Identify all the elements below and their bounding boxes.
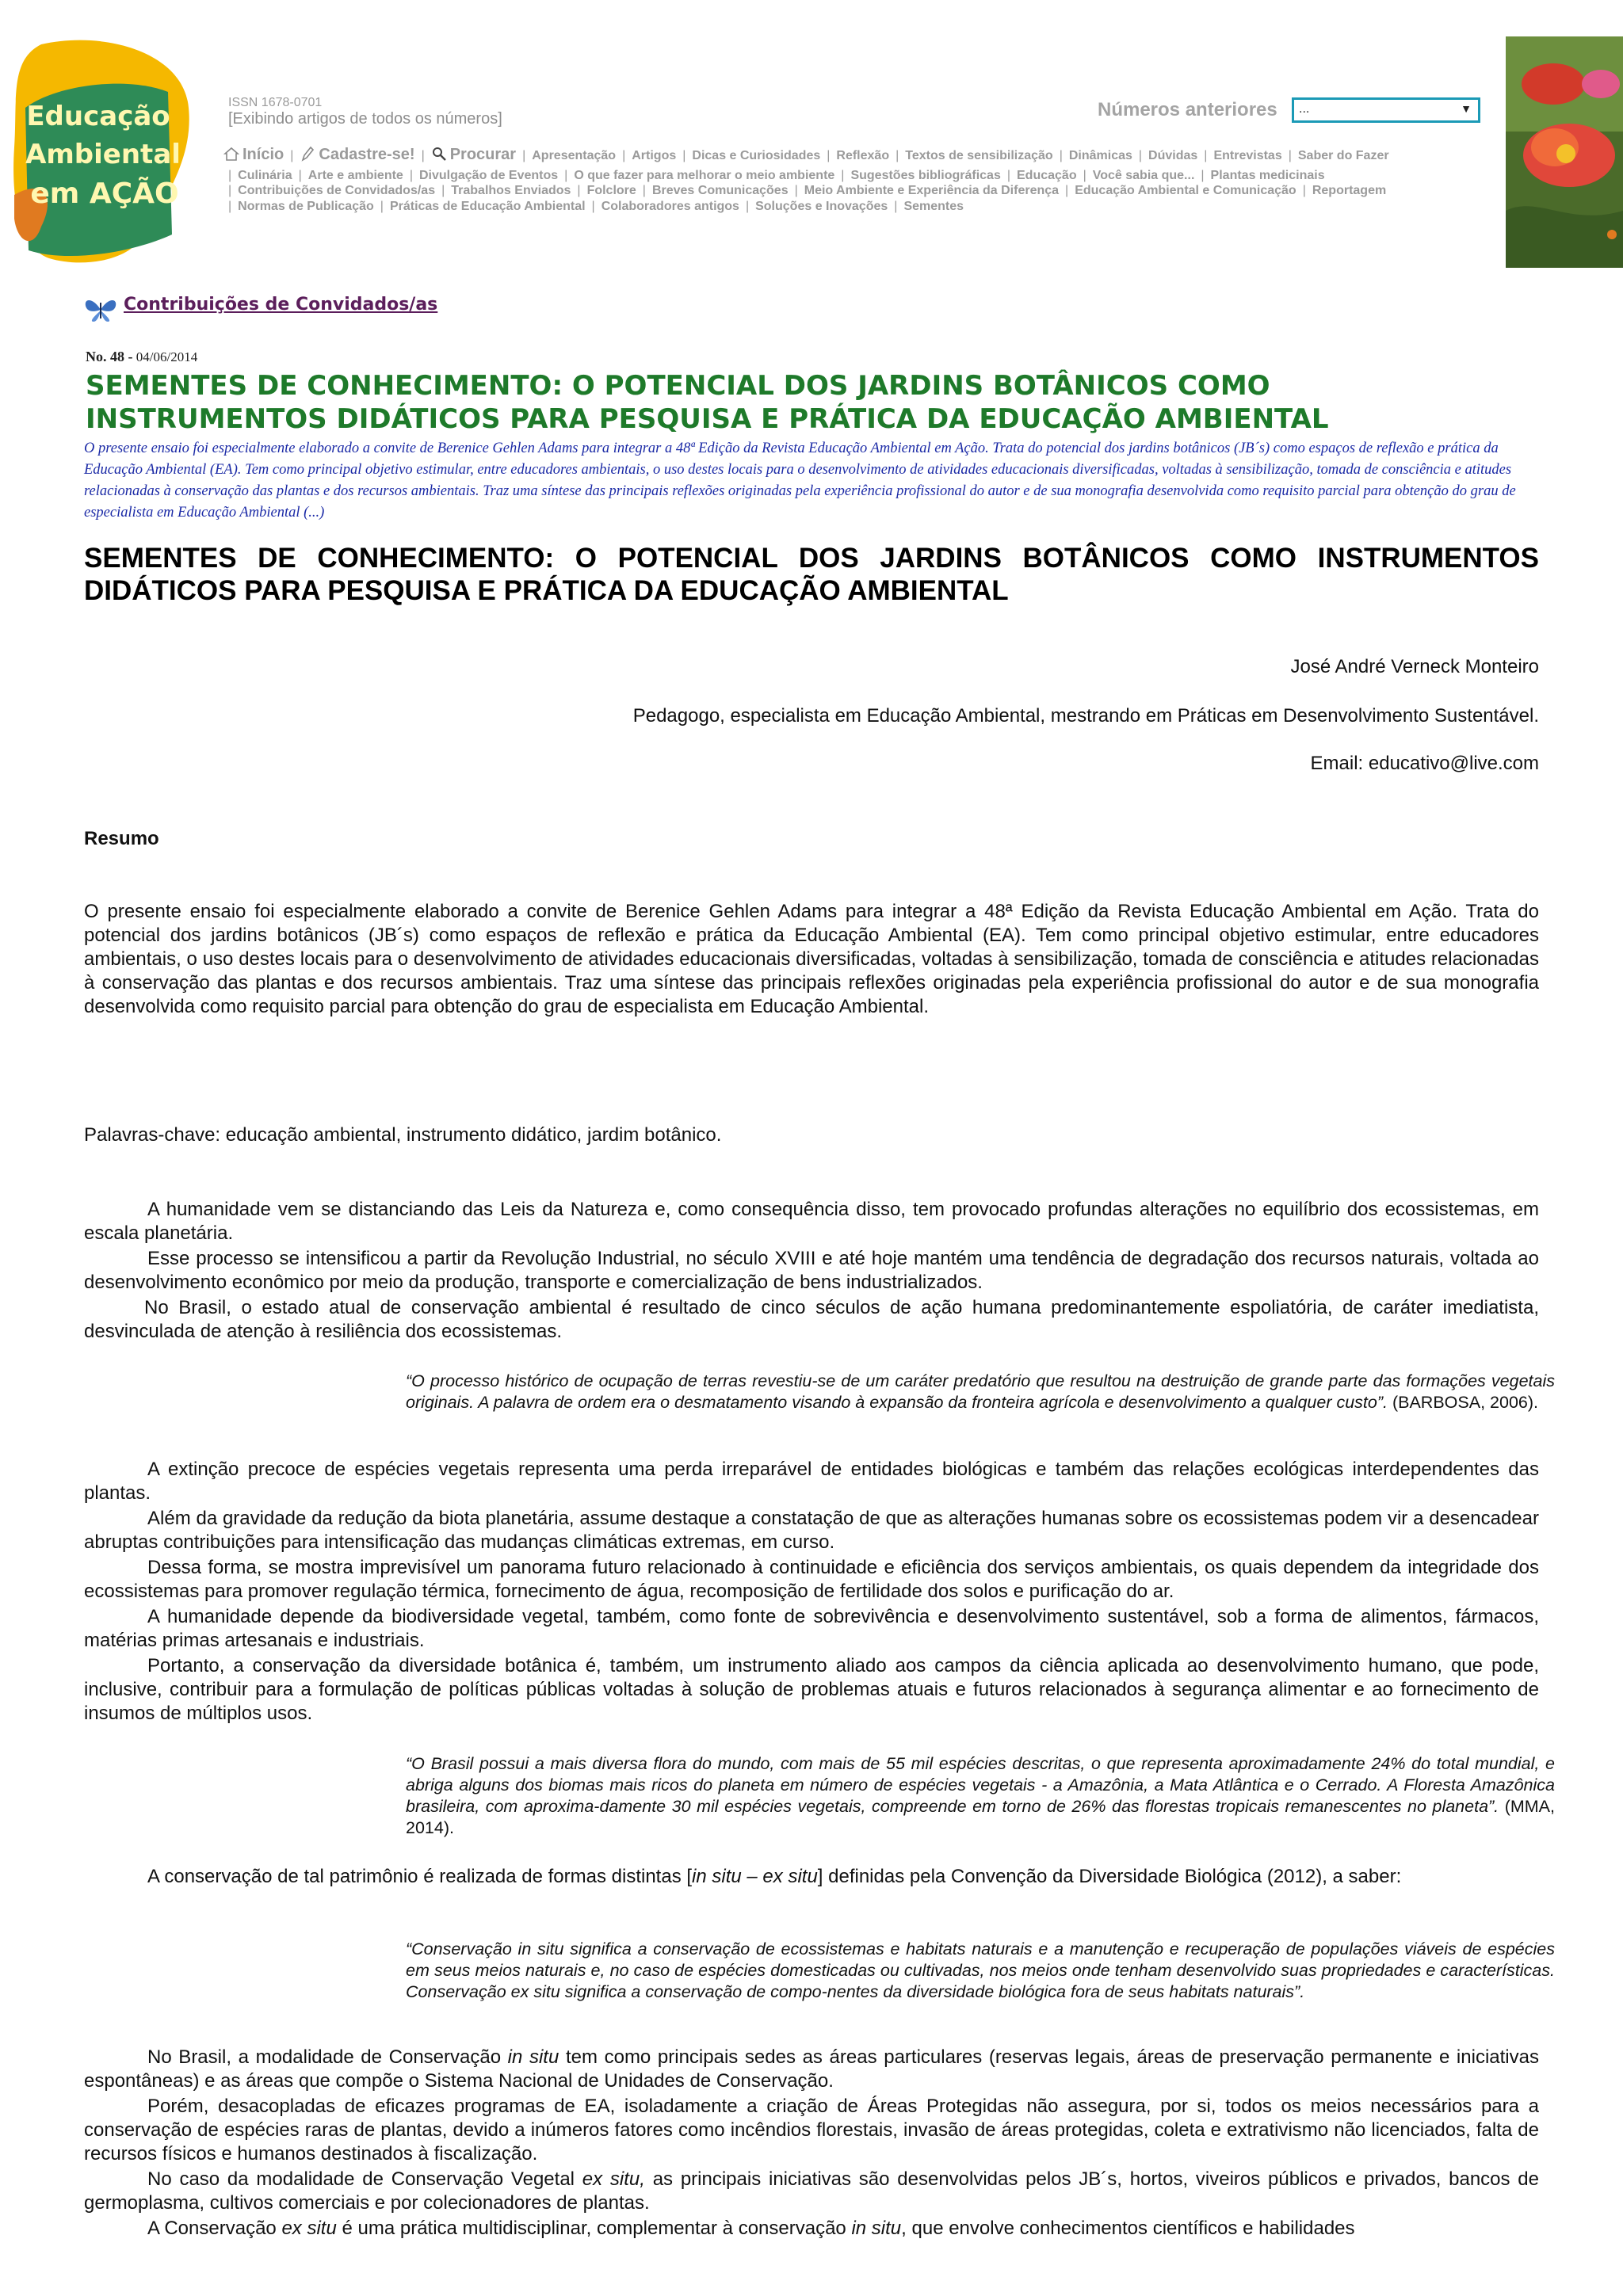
nav-link[interactable]: Práticas de Educação Ambiental [389,200,586,213]
nav-link[interactable]: Educação [1017,169,1077,182]
nav-link[interactable]: Saber do Fazer [1297,149,1389,162]
quote-2 [406,1753,1555,1839]
showing-all-issues: [Exibindo artigos de todos os números] [228,110,502,128]
nav-link[interactable]: Você sabia que... [1092,169,1195,182]
nav-link[interactable]: Normas de Publicação [238,200,374,213]
paragraph-9: A conservação de tal patrimônio é realizada de formas distintas [in situ – ex situ] definidas pela Convenção da Diversidade Biológica (2012), a saber: [147,1866,1402,1887]
paragraph-11: Porém, desacopladas de eficazes programas de EA, isoladamente a criação de Áreas Protegidas não assegura, por si, todos os meios necessários para a conservação de espécies raras de plantas, devido a inúmeros fatores como incêndios florestais, invasão de áreas protegidas, coleta e extrativismo não licenciados, falta de recursos físicos e humanos destinados à fiscalização. [84,2096,1539,2164]
issue-number: No. 48 - [86,349,133,364]
paragraph-2: Esse processo se intensificou a partir da Revolução Industrial, no século XVIII e até hoje mantém uma tendência de degradação dos recursos naturais, voltada ao desenvolvimento econômico por meio da produção, transporte e comercialização de bens industrializados. [84,1248,1539,1293]
nav-row-3: | Contribuições de Convidados/as | Trabalhos Enviados | Folclore | Breves Comunicações | Meio Ambiente e Experiência da Diferença | Educação Ambiental e Comunicação | Reportagem [228,184,1387,197]
nav-link[interactable]: Culinária [238,169,292,182]
site-logo[interactable] [10,36,193,268]
keywords: Palavras-chave: educação ambiental, instrumento didático, jardim botânico. [84,1124,722,1146]
abstract-heading: Resumo [84,828,159,849]
author-name: José André Verneck Monteiro [1290,656,1539,677]
nav-link[interactable]: Dinâmicas [1068,149,1132,162]
header-abstract: O presente ensaio foi especialmente elaborado a convite de Berenice Gehlen Adams para integrar a 48ª Edição da Revista Educação Ambiental em Ação. Trata do potencial dos jardins botânicos (JB´s) como espaços de reflexão e prática da Educação Ambiental (EA). Tem como principal objetivo estimular, entre educadores ambientais, o uso destes locais para o desenvolvimento de atividades educacionais diversificadas, voltadas à sensibilização, tomada de consciência e atitudes relacionadas à conservação das plantas e dos recursos ambientais. Traz uma síntese das principais reflexões originadas pela experiência profissional do autor e de sua monografia desenvolvida como requisito parcial para obtenção do grau de especialista em Educação Ambiental (...) [84,441,1516,521]
paragraph-3: No Brasil, o estado atual de conservação ambiental é resultado de cinco séculos de ação humana predominantemente espoliatória, de caráter imediatista, desvinculada de atenção à resiliência dos ecossistemas. [84,1297,1539,1342]
nav-link[interactable]: Reportagem [1312,184,1387,197]
nav-row-4: | Normas de Publicação | Práticas de Educação Ambiental | Colaboradores antigos | Soluções e Inovações | Sementes [228,200,964,213]
nav-row-2: | Culinária | Arte e ambiente | Divulgação de Eventos | O que fazer para melhorar o meio ambiente | Sugestões bibliográficas | Educação | Você sabia que... | Plantas medicinais [228,169,1325,182]
nav-link[interactable]: Plantas medicinais [1210,169,1325,182]
issn: ISSN 1678-0701 [228,96,323,109]
paragraph-5: Além da gravidade da redução da biota planetária, assume destaque a constatação de que as alterações humanas sobre os ecossistemas podem vir a desencadear abruptas contribuições para intensificação das mudanças climáticas extremas, em curso. [84,1508,1539,1553]
article-title-line-2: DIDÁTICOS PARA PESQUISA E PRÁTICA DA EDUCAÇÃO AMBIENTAL [84,575,1009,606]
nav-search[interactable]: Procurar [431,149,516,162]
nav-link[interactable]: Reflexão [836,149,890,162]
nav-link[interactable]: O que fazer para melhorar o meio ambiente [574,169,835,182]
nav-link[interactable]: Trabalhos Enviados [451,184,571,197]
paragraph-8: Portanto, a conservação da diversidade botânica é, também, um instrumento aliado aos campos da ciência aplicada ao desenvolvimento humano, que pode, inclusive, contribuir para a formulação de políticas públicas voltadas à solução de problemas atuais e futuros relacionados à segurança alimentar e ao fornecimento de insumos de múltiplos usos. [84,1655,1539,1724]
dropdown-arrow-icon: ▼ [1461,102,1472,115]
paragraph-13: A Conservação ex situ é uma prática multidisciplinar, complementar à conservação in situ, que envolve conhecimentos científicos e habilidades [147,2218,1355,2239]
nav-link[interactable]: Arte e ambiente [307,169,403,182]
previous-issues-label: Números anteriores [1098,99,1277,120]
nav-link[interactable]: Contribuições de Convidados/as [238,184,436,197]
issue-date: 04/06/2014 [136,349,198,364]
nav-link[interactable]: Soluções e Inovações [755,200,888,213]
logo-line-2: Ambiental [25,139,181,170]
nav-register[interactable]: Cadastre-se! [300,149,414,162]
quote-3: “Conservação in situ significa a conservação de ecossistemas e habitats naturais e a manutenção e recuperação de populações viáveis de espécies em seus meios naturais e, no caso de espécies domesticadas ou cultivadas, nos meios onde tenham desenvolvido suas propriedades e características. Conservação ex situ significa a conservação de compo-nentes da diversidade biológica fora de seus habitats naturais”. [406,1939,1555,2001]
paragraph-7: A humanidade depende da biodiversidade vegetal, também, como fonte de sobrevivência e desenvolvimento sustentável, sob a forma de alimentos, fármacos, matérias primas artesanais e industriais. [84,1606,1539,1651]
nav-link[interactable]: Sugestões bibliográficas [850,169,1001,182]
paragraph-1: A humanidade vem se distanciando das Leis da Natureza e, como consequência disso, tem provocado profundas alterações no equilíbrio dos ecossistemas, em escala planetária. [84,1199,1539,1244]
paragraph-4: A extinção precoce de espécies vegetais representa uma perda irreparável de entidades biológicas e também das relações ecológicas interdependentes das plantas. [84,1459,1539,1504]
nav-link[interactable]: Dúvidas [1148,149,1198,162]
flower-photo [1506,36,1623,268]
nav-link[interactable]: Entrevistas [1213,149,1282,162]
article-title-line-1: SEMENTES DE CONHECIMENTO: O POTENCIAL DOS JARDINS BOTÂNICOS COMO INSTRUMENTOS [84,543,1539,574]
previous-issues-value: ... [1299,102,1310,116]
pencil-icon [300,146,315,162]
quote-1-text: “O processo histórico de ocupação de terras revestiu-se de um caráter predatório que resultou na destruição de grande parte das formações vegetais originais. A palavra de ordem era o desmatamento visando à expansão da fronteira agrícola e desenvolvimento a qualquer custo”. [406,1371,1555,1412]
nav-link[interactable]: Colaboradores antigos [601,200,739,213]
nav-link[interactable]: Breves Comunicações [651,184,789,197]
nav-row-1: Início | Cadastre-se! | Procurar | Apresentação | Artigos | Dicas e Curiosidades | Reflexão | Textos de sensibilização | Dinâmicas | Dúvidas | Entrevistas | Saber do Fazer [223,146,1389,164]
logo-line-1: Educação [26,101,170,132]
previous-issues-select[interactable] [1292,97,1480,123]
quote-1 [406,1371,1555,1413]
nav-link[interactable]: Folclore [586,184,636,197]
abstract-text: O presente ensaio foi especialmente elaborado a convite de Berenice Gehlen Adams para integrar a 48ª Edição da Revista Educação Ambiental em Ação. Trata do potencial dos jardins botânicos (JB´s) como espaços de reflexão e prática da Educação Ambiental (EA). Tem como principal objetivo estimular, entre educadores ambientais, o uso destes locais para o desenvolvimento de atividades educacionais diversificadas, voltadas à sensibilização, tomada de consciência e atitudes relacionadas à conservação das plantas e dos recursos ambientais. Traz uma síntese das principais reflexões originadas pela experiência profissional do autor e de sua monografia desenvolvida como requisito parcial para obtenção do grau de especialista em Educação Ambiental. [84,901,1539,1017]
nav-link[interactable]: Apresentação [532,149,617,162]
nav-link[interactable]: Educação Ambiental e Comunicação [1075,184,1296,197]
paragraph-12: No caso da modalidade de Conservação Vegetal ex situ, as principais iniciativas são desenvolvidas pelos JB´s, hortos, viveiros públicos e privados, bancos de germoplasma, cultivos comerciais e por colecionadores de plantas. [84,2168,1539,2214]
section-link[interactable]: Contribuições de Convidados/as [124,295,438,315]
home-icon [223,146,239,162]
issue-info [86,349,197,365]
butterfly-icon [82,296,119,323]
author-affiliation: Pedagogo, especialista em Educação Ambiental, mestrando em Práticas em Desenvolvimento Sustentável. [632,705,1539,727]
search-icon [431,146,447,162]
quote-1-ref: (BARBOSA, 2006). [1392,1393,1538,1412]
author-email: Email: educativo@live.com [1310,753,1539,774]
nav-home[interactable]: Início [223,149,284,162]
nav-link[interactable]: Artigos [632,149,677,162]
nav-link[interactable]: Divulgação de Eventos [418,169,559,182]
quote-2-ref: (MMA, 2014). [406,1797,1555,1837]
nav-link[interactable]: Dicas e Curiosidades [692,149,821,162]
paragraph-10: No Brasil, a modalidade de Conservação in situ tem como principais sedes as áreas particulares (reservas legais, áreas de preservação permanente e iniciativas espontâneas) e as áreas que compõe o Sistema Nacional de Unidades de Conservação. [84,2046,1539,2092]
paragraph-6: Dessa forma, se mostra imprevisível um panorama futuro relacionado à continuidade e eficiência dos serviços ambientais, os quais dependem da integridade dos ecossistemas para promover regulação térmica, fornecimento de água, recomposição de fertilidade dos solos e purificação do ar. [84,1557,1539,1602]
nav-link[interactable]: Meio Ambiente e Experiência da Diferença [804,184,1060,197]
logo-line-3: em AÇÃO [30,177,179,210]
quote-2-text: “O Brasil possui a mais diversa flora do mundo, com mais de 55 mil espécies descritas, o que representa aproximadamente 24% do total mundial, e abriga alguns dos biomas mais ricos do planeta em número de espécies vegetais - a Amazônia, a Mata Atlântica e o Cerrado. A Floresta Amazônica brasileira, com aproxima-damente 30 mil espécies vegetais, compreende em torno de 26% das florestas tropicais remanescentes no planeta”. [406,1754,1555,1816]
article-title [84,542,1539,607]
header-title[interactable]: SEMENTES DE CONHECIMENTO: O POTENCIAL DOS JARDINS BOTÂNICOS COMO INSTRUMENTOS DIDÁTICOS PARA PESQUISA E PRÁTICA DA EDUCAÇÃO AMBIENTAL [86,370,1329,435]
nav-link[interactable]: Sementes [903,200,964,213]
nav-link[interactable]: Textos de sensibilização [905,149,1053,162]
